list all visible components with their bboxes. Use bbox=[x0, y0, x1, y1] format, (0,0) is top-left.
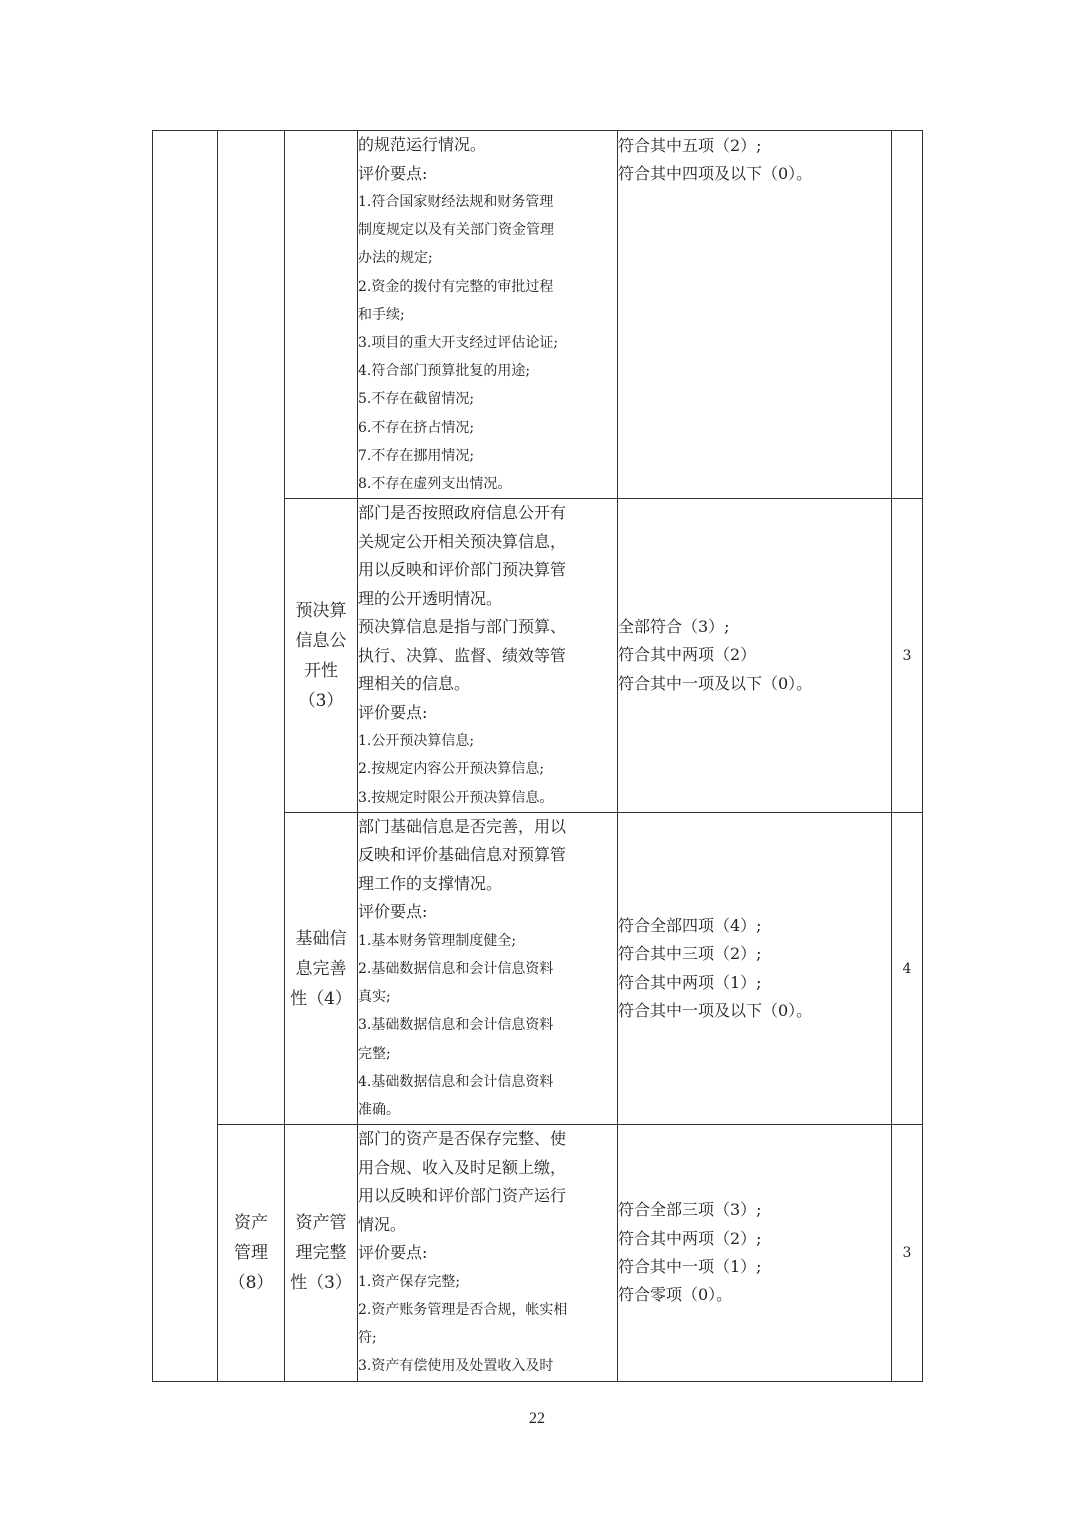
description-line: 办法的规定; bbox=[358, 250, 433, 267]
description-line: 的规范运行情况。 bbox=[358, 135, 487, 154]
description-line: 关规定公开相关预决算信息， bbox=[358, 531, 567, 551]
standard-line: 符合零项（0）。 bbox=[618, 1285, 733, 1305]
standard-line: 全部符合（3）; bbox=[618, 617, 730, 637]
description-line: 部门的资产是否保存完整、使 bbox=[358, 1129, 567, 1149]
standard-line: 符合其中两项（1）; bbox=[618, 972, 762, 992]
description-line: 评价要点: bbox=[358, 163, 428, 183]
page-number: 22 bbox=[529, 1410, 545, 1427]
description-line: 部门基础信息是否完善，用以 bbox=[358, 816, 567, 836]
level1-cell bbox=[153, 131, 218, 1382]
criterion-line: 性（4） bbox=[290, 988, 352, 1009]
description-line: 用以反映和评价部门预决算管 bbox=[358, 560, 567, 580]
criterion-line: 基础信 bbox=[295, 928, 347, 949]
standard-cell bbox=[618, 1125, 892, 1381]
standard-cell bbox=[618, 131, 892, 499]
description-line: 3.项目的重大开支经过评估论证; bbox=[358, 335, 559, 352]
criterion-cell bbox=[285, 812, 358, 1124]
criterion-line: 信息公 bbox=[295, 630, 347, 651]
description-line: 3.资产有偿使用及处置收入及时 bbox=[358, 1358, 554, 1375]
criterion-line: 性（3） bbox=[290, 1272, 352, 1293]
description-line: 2.资产账务管理是否合规，帐实相 bbox=[358, 1301, 568, 1318]
standard-cell bbox=[618, 499, 892, 813]
description-line: 2.资金的拨付有完整的审批过程 bbox=[358, 278, 554, 295]
description-line: 理工作的支撑情况。 bbox=[358, 873, 503, 893]
description-line: 2.按规定内容公开预决算信息; bbox=[358, 761, 545, 778]
standard-line: 符合其中三项（2）; bbox=[618, 944, 762, 964]
description-line: 符; bbox=[358, 1330, 377, 1347]
level2-cell bbox=[218, 131, 285, 1125]
criterion-cell bbox=[285, 499, 358, 813]
description-line: 1.资产保存完整; bbox=[358, 1273, 461, 1290]
description-line: 7.不存在挪用情况; bbox=[358, 447, 475, 464]
category-line: 管理 bbox=[234, 1242, 268, 1263]
description-line: 准确。 bbox=[358, 1102, 400, 1119]
table-row bbox=[153, 1125, 923, 1381]
description-line: 评价要点: bbox=[358, 902, 428, 922]
standard-line: 符合全部四项（4）; bbox=[618, 915, 762, 935]
description-line: 部门是否按照政府信息公开有 bbox=[358, 503, 567, 523]
description-line: 评价要点: bbox=[358, 702, 428, 722]
description-line: 8.不存在虚列支出情况。 bbox=[358, 476, 512, 493]
standard-line: 符合其中五项（2）; bbox=[618, 136, 762, 155]
criterion-line: 资产管 bbox=[295, 1212, 347, 1233]
description-line: 理的公开透明情况。 bbox=[358, 588, 503, 608]
description-cell bbox=[358, 1125, 618, 1381]
criterion-cell bbox=[285, 1125, 358, 1381]
criterion-line: 开性 bbox=[304, 660, 338, 681]
description-line: 3.按规定时限公开预决算信息。 bbox=[358, 789, 554, 806]
description-line: 反映和评价基础信息对预算管 bbox=[358, 845, 567, 865]
description-line: 完整; bbox=[358, 1045, 391, 1062]
standard-cell bbox=[618, 812, 892, 1124]
description-line: 理相关的信息。 bbox=[358, 674, 471, 694]
score-cell: 3 bbox=[892, 499, 923, 813]
category-line: （8） bbox=[228, 1272, 274, 1293]
description-line: 1.基本财务管理制度健全; bbox=[358, 932, 517, 949]
description-line: 5.不存在截留情况; bbox=[358, 391, 475, 408]
description-line: 用合规、收入及时足额上缴， bbox=[358, 1157, 567, 1177]
score-cell: 3 bbox=[892, 1125, 923, 1381]
description-line: 1.公开预决算信息; bbox=[358, 733, 475, 750]
description-line: 制度规定以及有关部门资金管理 bbox=[358, 222, 554, 239]
description-line: 评价要点: bbox=[358, 1243, 428, 1263]
category-line: 资产 bbox=[234, 1212, 268, 1233]
description-cell bbox=[358, 812, 618, 1124]
description-line: 6.不存在挤占情况; bbox=[358, 419, 475, 436]
criterion-cell bbox=[285, 131, 358, 499]
description-line: 4.符合部门预算批复的用途; bbox=[358, 363, 531, 380]
description-line: 3.基础数据信息和会计信息资料 bbox=[358, 1017, 554, 1034]
criterion-line: 息完善 bbox=[295, 958, 347, 979]
standard-line: 符合其中一项及以下（0）。 bbox=[618, 673, 813, 693]
description-cell bbox=[358, 131, 618, 499]
standard-line: 符合全部三项（3）; bbox=[618, 1200, 762, 1220]
description-line: 用以反映和评价部门资产运行 bbox=[358, 1186, 567, 1206]
criterion-line: 理完整 bbox=[295, 1242, 347, 1263]
standard-line: 符合其中一项及以下（0）。 bbox=[618, 1000, 813, 1020]
description-line: 执行、决算、监督、绩效等管 bbox=[358, 645, 567, 665]
description-cell bbox=[358, 499, 618, 813]
standard-line: 符合其中两项（2）; bbox=[618, 1228, 762, 1248]
category-cell bbox=[218, 1125, 285, 1381]
description-line: 情况。 bbox=[358, 1214, 407, 1234]
description-line: 2.基础数据信息和会计信息资料 bbox=[358, 961, 554, 978]
description-line: 真实; bbox=[358, 989, 391, 1006]
criterion-line: 预决算 bbox=[295, 600, 347, 621]
description-line: 4.基础数据信息和会计信息资料 bbox=[358, 1073, 554, 1090]
description-line: 预决算信息是指与部门预算、 bbox=[358, 617, 567, 637]
description-line: 和手续; bbox=[358, 306, 405, 323]
description-line: 1.符合国家财经法规和财务管理 bbox=[358, 194, 554, 210]
standard-line: 符合其中四项及以下（0）。 bbox=[618, 164, 813, 184]
table-row bbox=[153, 131, 923, 499]
standard-line: 符合其中一项（1）; bbox=[618, 1256, 762, 1276]
standard-line: 符合其中两项（2） bbox=[618, 645, 757, 665]
criterion-line: （3） bbox=[298, 690, 344, 711]
score-cell: 4 bbox=[892, 812, 923, 1124]
evaluation-table bbox=[152, 130, 923, 1382]
score-cell bbox=[892, 131, 923, 499]
